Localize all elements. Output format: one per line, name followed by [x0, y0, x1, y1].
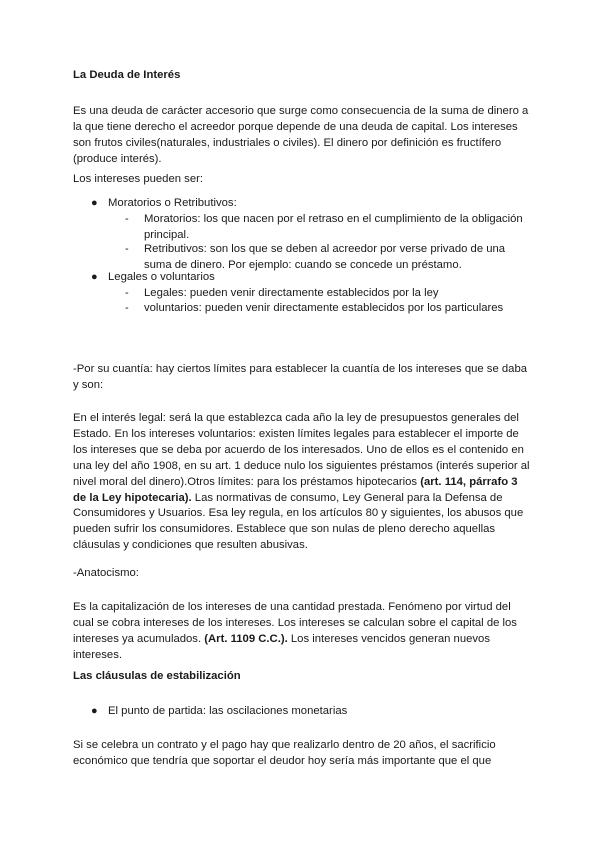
dash-icon: - — [125, 302, 129, 314]
cuantia-paragraph: -Por su cuantía: hay ciertos límites para establecer la cuantía de los intereses que se daba y son: — [73, 363, 528, 391]
sub-list-item: Moratorios: los que nacen por el retraso en el cumplimiento de la obligación principal. — [144, 213, 523, 241]
legal-text-a: En el interés legal: será la que establezca cada año la ley de presupuestos generales del Estado. En los intereses voluntarios: existen límites legales para establecer el importe de los intereses que se deba por acuerdo de los interesados. Uno de ellos es el contenido en una ley del año 1908, en su art. 1 deduce nulo los siguientes préstamos (interés superior al nivel moral del dinero).Otros límites: para los préstamos hipotecarios — [73, 412, 530, 488]
bullet-icon: ● — [91, 705, 98, 717]
closing-paragraph: Si se celebra un contrato y el pago hay que realizarlo dentro de 20 años, el sacrificio económico que tendría que soportar el deudor hoy sería más importante que el que — [73, 739, 496, 767]
bullet-icon: ● — [91, 197, 98, 209]
dash-icon: - — [125, 213, 129, 225]
sub-list-item: voluntarios: pueden venir directamente establecidos por los particulares — [144, 302, 504, 314]
page-title: La Deuda de Interés — [73, 69, 181, 81]
section-title: Las cláusulas de estabilización — [73, 670, 241, 682]
anatocismo-text-b: Los intereses vencidos generan nuevos intereses. — [73, 632, 490, 661]
anatocismo-label: -Anatocismo: — [73, 567, 139, 579]
dash-icon: - — [125, 243, 129, 255]
anatocismo-text-a: Es la capitalización de los intereses de una cantidad prestada. Fenómeno por virtud del cual se cobra intereses de los intereses. Los intereses se calculan sobre el capital de los intereses ya acumulados. — [73, 601, 517, 645]
sub-list-item: Legales: pueden venir directamente establecidos por la ley — [144, 287, 439, 299]
anatocismo-paragraph — [73, 600, 533, 664]
legal-paragraph — [73, 411, 533, 554]
anatocismo-citation: (Art. 1109 C.C.). — [204, 632, 288, 645]
legal-citation: (art. 114, párrafo 3 de la Ley hipotecaria). — [73, 475, 518, 504]
intro-paragraph: Es una deuda de carácter accesorio que surge como consecuencia de la suma de dinero a la que tiene derecho el acreedor porque depende de una deuda de capital. Los intereses son frutos civiles(naturales, industriales o civiles). El dinero por definición es fructífero (produce interés). — [73, 105, 529, 165]
list-item: El punto de partida: las oscilaciones monetarias — [108, 705, 348, 717]
legal-text-b: Las normativas de consumo, Ley General para la Defensa de Consumidores y Usuarios. Esa ley regula, en los artículos 80 y siguientes, los abusos que pueden sufrir los consumidores. Establece que son nulas de pleno derecho aquellas cláusulas y condiciones que resulten abusivas. — [73, 491, 524, 552]
bullet-icon: ● — [91, 271, 98, 283]
sub-list-item: Retributivos: son los que se deben al acreedor por verse privado de una suma de dinero. Por ejemplo: cuando se concede un préstamo. — [144, 243, 506, 271]
list-item: Moratorios o Retributivos: — [108, 197, 237, 209]
types-intro: Los intereses pueden ser: — [73, 173, 203, 185]
list-item: Legales o voluntarios — [108, 271, 215, 283]
dash-icon: - — [125, 287, 129, 299]
